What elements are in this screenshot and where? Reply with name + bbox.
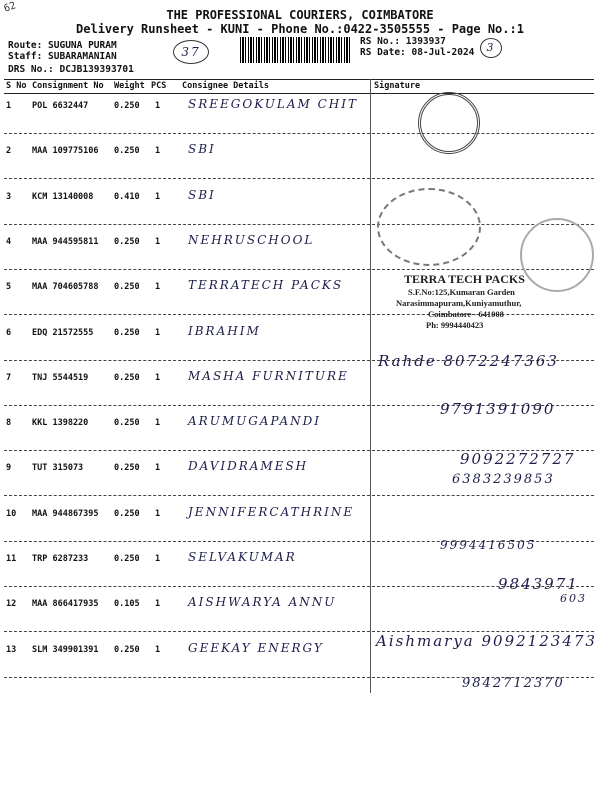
col-consignee: Consignee Details (182, 81, 269, 91)
row-separator (4, 541, 370, 542)
row-pcs: 1 (155, 101, 161, 111)
company-stamp-address2: Narasimmapuram,Kuniyamuthur, (396, 298, 522, 308)
signature-row-8: 9092272727 (460, 450, 576, 468)
row-consignment-no: SLM 349901391 (32, 644, 99, 655)
row-consignment-no: MAA 109775106 (32, 146, 99, 157)
row-serial: 13 (6, 644, 17, 655)
row-separator (4, 133, 370, 134)
col-pcs: PCS (151, 81, 167, 91)
row-consignment-no: EDQ 21572555 (32, 327, 94, 338)
col-sno: S No (6, 81, 27, 91)
row-separator (4, 224, 370, 225)
runsheet-subtitle: Delivery Runsheet - KUNI - Phone No.:0422-3505555 - Page No.:1 (76, 22, 524, 36)
row-separator-signature (372, 495, 594, 496)
col-signature: Signature (374, 81, 421, 91)
row-consignee: JENNIFERCATHRINE (188, 504, 355, 519)
row-consignee: GEEKAY ENERGY (188, 640, 324, 655)
rs-number: RS No.: 1393937 (360, 36, 446, 47)
staff-label: Staff: SUBARAMANIAN (8, 51, 117, 62)
round-seal-top (418, 92, 480, 154)
row-consignee: SELVAKUMAR (188, 550, 297, 564)
row-separator (4, 631, 370, 632)
row-separator (4, 677, 370, 678)
row-serial: 11 (6, 554, 17, 564)
row-consignee: IBRAHIM (188, 323, 261, 338)
company-stamp-address1: S.F.No:125,Kumaran Garden (408, 287, 515, 297)
rs-date: RS Date: 08-Jul-2024 (360, 47, 475, 58)
row-consignee: SREEGOKULAM CHIT (188, 97, 358, 111)
round-seal-middle (377, 188, 481, 266)
table-header-bottom-rule (4, 93, 594, 94)
company-stamp-city: Coimbatore - 641008 (428, 309, 504, 319)
row-consignment-no: POL 6632447 (32, 101, 89, 111)
row-serial: 9 (6, 463, 12, 474)
row-serial: 10 (6, 508, 17, 519)
row-separator (4, 314, 370, 315)
row-serial: 7 (6, 372, 12, 383)
row-weight: 0.250 (114, 554, 140, 564)
row-pcs: 1 (155, 599, 161, 610)
row-weight: 0.410 (114, 191, 140, 202)
corner-note: 62 (2, 0, 18, 15)
col-consignment: Consignment No (32, 81, 104, 91)
row-serial: 6 (6, 327, 12, 338)
row-separator (4, 405, 370, 406)
row-pcs: 1 (155, 282, 161, 293)
row-consignment-no: MAA 944595811 (32, 236, 99, 247)
row-consignment-no: TNJ 5544519 (32, 372, 89, 383)
row-separator (4, 495, 370, 496)
row-separator (4, 450, 370, 451)
row-serial: 4 (6, 236, 12, 247)
row-consignee: SBI (188, 142, 216, 157)
row-serial: 1 (6, 101, 12, 111)
row-consignee: SBI (188, 187, 216, 202)
row-consignment-no: MAA 866417935 (32, 599, 99, 610)
signature-row-9: 6383239853 (452, 472, 555, 487)
signature-row-10: 9994416505 (440, 538, 537, 552)
row-separator (4, 269, 370, 270)
row-serial: 3 (6, 191, 12, 202)
row-weight: 0.250 (114, 282, 140, 293)
row-serial: 5 (6, 282, 12, 293)
row-consignee: ARUMUGAPANDI (188, 414, 321, 429)
row-separator (4, 360, 370, 361)
row-pcs: 1 (155, 372, 161, 383)
row-weight: 0.250 (114, 236, 140, 247)
row-weight: 0.105 (114, 599, 140, 610)
row-weight: 0.250 (114, 644, 140, 655)
row-weight: 0.250 (114, 463, 140, 474)
signature-row-11b: 603 (560, 592, 587, 605)
row-weight: 0.250 (114, 146, 140, 157)
row-consignment-no: TRP 6287233 (32, 554, 89, 564)
row-pcs: 1 (155, 554, 161, 564)
row-consignee: DAVIDRAMESH (188, 459, 309, 474)
company-stamp-phone: Ph: 9994440423 (426, 320, 484, 330)
row-pcs: 1 (155, 146, 161, 157)
row-serial: 8 (6, 418, 12, 429)
row-serial: 2 (6, 146, 12, 157)
row-weight: 0.250 (114, 101, 140, 111)
row-pcs: 1 (155, 191, 161, 202)
table-header-top-rule (4, 79, 594, 80)
column-divider-signature (370, 79, 371, 693)
row-separator-signature (372, 133, 594, 134)
row-consignee: MASHA FURNITURE (188, 368, 349, 383)
signature-row-7: 9791391090 (440, 400, 556, 418)
row-consignee: TERRATECH PACKS (188, 278, 344, 293)
row-pcs: 1 (155, 418, 161, 429)
circled-number-left: 37 (173, 40, 209, 64)
col-weight: Weight (114, 81, 145, 91)
circled-number-right: 3 (480, 38, 502, 58)
row-pcs: 1 (155, 644, 161, 655)
row-weight: 0.250 (114, 508, 140, 519)
company-stamp-name: TERRA TECH PACKS (404, 272, 525, 286)
row-pcs: 1 (155, 327, 161, 338)
row-consignee: NEHRUSCHOOL (188, 232, 315, 247)
row-consignment-no: TUT 315073 (32, 463, 84, 474)
row-pcs: 1 (155, 463, 161, 474)
row-separator-signature (372, 178, 594, 179)
row-consignee: AISHWARYA ANNU (188, 595, 337, 610)
barcode (240, 37, 350, 63)
row-pcs: 1 (155, 508, 161, 519)
signature-row-12: Aishmarya 9092123473 (376, 632, 597, 650)
signature-row-11: 9843971 (498, 575, 579, 593)
drs-number: DRS No.: DCJB139393701 (8, 64, 134, 75)
signature-row-13: 9842712370 (462, 676, 565, 691)
row-weight: 0.250 (114, 327, 140, 338)
row-separator (4, 178, 370, 179)
row-consignment-no: KKL 1398220 (32, 418, 89, 429)
row-weight: 0.250 (114, 372, 140, 383)
page-title: THE PROFESSIONAL COURIERS, COIMBATORE (166, 8, 434, 22)
route-label: Route: SUGUNA PURAM (8, 40, 117, 51)
signature-row-6: Rahde 8072247363 (378, 352, 559, 370)
round-seal-right (520, 218, 594, 292)
row-weight: 0.250 (114, 418, 140, 429)
row-pcs: 1 (155, 236, 161, 247)
row-serial: 12 (6, 599, 17, 610)
row-consignment-no: KCM 13140008 (32, 191, 94, 202)
row-consignment-no: MAA 704605788 (32, 282, 99, 293)
row-consignment-no: MAA 944867395 (32, 508, 99, 519)
row-separator (4, 586, 370, 587)
